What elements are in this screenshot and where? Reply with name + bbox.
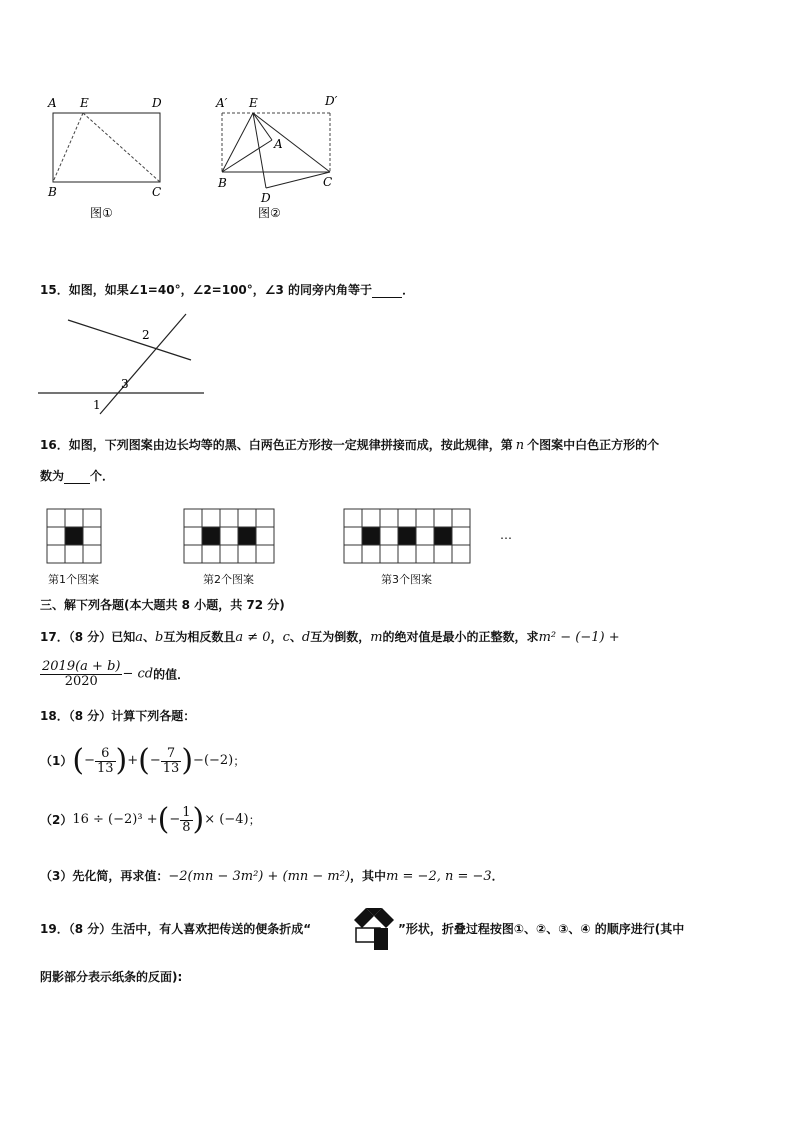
white-square bbox=[47, 527, 65, 545]
question-16-line1 bbox=[40, 437, 659, 454]
label-D: D bbox=[152, 96, 162, 110]
q17-condition: a ≠ 0 bbox=[235, 630, 271, 645]
q18-p2-end: ； bbox=[248, 813, 261, 827]
q17-var-c: c bbox=[282, 630, 290, 645]
q17-expr-tail: − cd bbox=[122, 666, 154, 682]
q16-text2b: 个． bbox=[90, 469, 115, 483]
q18-p3-expr: −2(mn − 3m²) + (mn − m²) bbox=[168, 869, 351, 884]
white-square bbox=[434, 509, 452, 527]
white-square bbox=[202, 545, 220, 563]
q16-text1: 如图，下列图案由边长均等的黑、白两色正方形按一定规律拼接而成，按此规律，第 bbox=[68, 438, 513, 452]
white-square bbox=[380, 545, 398, 563]
white-square bbox=[65, 509, 83, 527]
question-18-header bbox=[40, 708, 195, 724]
q18-p3-mid: ，其中 bbox=[350, 869, 387, 883]
white-square bbox=[47, 545, 65, 563]
white-square bbox=[184, 527, 202, 545]
pattern-ellipsis: … bbox=[500, 528, 512, 542]
q17-frac-denominator: 2020 bbox=[64, 674, 98, 689]
white-square bbox=[256, 545, 274, 563]
black-square bbox=[202, 527, 220, 545]
white-square bbox=[362, 545, 380, 563]
q18-part1: （1）(− $\frac{6}{13}$ )+(− $\frac{7}{13}$ )−(−2)； bbox=[40, 743, 246, 778]
q17-t3: 互为倒数， bbox=[310, 630, 371, 644]
section-3-title: 三、解下列各题(本大题共 8 小题，共 72 分) bbox=[40, 598, 285, 612]
q17-sep2: 、 bbox=[289, 630, 302, 644]
pattern-caption-3: 第3个图案 bbox=[381, 573, 432, 586]
black-square bbox=[434, 527, 452, 545]
label-B2: B bbox=[218, 176, 227, 190]
q16-text2a: 数为 bbox=[40, 469, 65, 483]
q15-end: ． bbox=[402, 283, 415, 297]
q18-p1-label: （1） bbox=[40, 754, 73, 768]
q16-var-n: n bbox=[515, 438, 525, 453]
q17-score: （8 分） bbox=[68, 630, 112, 644]
white-square bbox=[83, 509, 101, 527]
q17-t5: 的值． bbox=[153, 667, 190, 682]
white-square bbox=[398, 545, 416, 563]
white-square bbox=[220, 509, 238, 527]
label-A2: A bbox=[274, 137, 283, 151]
q18-title: 计算下列各题： bbox=[111, 709, 196, 723]
black-square bbox=[238, 527, 256, 545]
angle-label-1: 1 bbox=[93, 398, 101, 412]
q18-p2-label: （2） bbox=[40, 813, 73, 827]
q19-text2: 阴影部分表示纸条的反面): bbox=[40, 970, 183, 984]
q18-p3-label: （3） bbox=[40, 869, 73, 883]
question-19-line1 bbox=[40, 921, 311, 937]
q18-part3 bbox=[40, 868, 504, 885]
white-square bbox=[220, 545, 238, 563]
q16-number: 16． bbox=[40, 438, 69, 452]
black-square bbox=[65, 527, 83, 545]
pattern-caption-1: 第1个图案 bbox=[48, 573, 99, 586]
label-D-prime: D′ bbox=[325, 94, 338, 108]
caption-fig1: 图① bbox=[90, 206, 113, 220]
label-B: B bbox=[48, 185, 57, 199]
white-square bbox=[184, 545, 202, 563]
label-C2: C bbox=[323, 175, 333, 189]
label-E2: E bbox=[249, 96, 258, 110]
q18-part2: （2）16 ÷ (−2)³ +(− $\frac{1}{8}$ )× (−4)； bbox=[40, 802, 261, 837]
folded-note-icon bbox=[352, 906, 396, 952]
white-square bbox=[238, 545, 256, 563]
figure-1 bbox=[47, 96, 162, 220]
white-square bbox=[416, 527, 434, 545]
white-square bbox=[416, 545, 434, 563]
white-square bbox=[452, 527, 470, 545]
angle-label-3: 3 bbox=[121, 377, 129, 391]
black-square bbox=[398, 527, 416, 545]
q18-p2-tail: × (−4) bbox=[204, 812, 249, 827]
question-19-line2 bbox=[40, 969, 182, 985]
label-D2: D bbox=[261, 191, 271, 205]
label-C: C bbox=[152, 185, 162, 199]
q17-t1: 已知 bbox=[111, 630, 136, 644]
q19-number: 19． bbox=[40, 922, 69, 936]
white-square bbox=[452, 545, 470, 563]
white-square bbox=[344, 545, 362, 563]
white-square bbox=[398, 509, 416, 527]
q19-text1: 生活中，有人喜欢把传送的便条折成“ bbox=[111, 922, 312, 936]
question-17-line1 bbox=[40, 629, 620, 646]
white-square bbox=[202, 509, 220, 527]
angle-label-2: 2 bbox=[142, 328, 150, 342]
pattern-caption-2: 第2个图案 bbox=[203, 573, 254, 586]
white-square bbox=[434, 545, 452, 563]
white-square bbox=[344, 509, 362, 527]
q17-t2: 互为相反数且 bbox=[163, 630, 236, 644]
figure-rectangles bbox=[40, 90, 370, 225]
q18-p1-end: ； bbox=[233, 754, 246, 768]
q18-p3-text: 先化简，再求值： bbox=[72, 869, 169, 883]
figure-q16-patterns bbox=[44, 507, 524, 565]
q17-var-b: b bbox=[155, 630, 164, 645]
white-square bbox=[416, 509, 434, 527]
white-square bbox=[452, 509, 470, 527]
q17-comma: ， bbox=[270, 630, 283, 644]
white-square bbox=[256, 509, 274, 527]
white-square bbox=[344, 527, 362, 545]
question-15 bbox=[40, 282, 414, 298]
q18-p1-frac2: $\frac{7}{13}$ bbox=[162, 745, 180, 776]
question-17-line2 bbox=[40, 660, 189, 689]
q17-var-a: a bbox=[135, 630, 144, 645]
q19-score: （8 分） bbox=[68, 922, 112, 936]
q18-score: （8 分） bbox=[68, 709, 112, 723]
q17-expr-head: m² − (−1) + bbox=[538, 630, 620, 645]
white-square bbox=[83, 545, 101, 563]
q18-p2-frac: $\frac{1}{8}$ bbox=[182, 804, 191, 835]
label-A: A bbox=[48, 96, 57, 110]
white-square bbox=[65, 545, 83, 563]
q18-p3-end: ． bbox=[491, 869, 504, 883]
q19-text1b: ”形状，折叠过程按图①、②、③、④ 的顺序进行(其中 bbox=[398, 922, 685, 936]
white-square bbox=[47, 509, 65, 527]
q17-frac-numerator: 2019(a + b) bbox=[42, 659, 121, 674]
white-square bbox=[362, 509, 380, 527]
q17-number: 17． bbox=[40, 630, 69, 644]
q17-var-d: d bbox=[301, 630, 311, 645]
figure-2 bbox=[215, 94, 338, 220]
white-square bbox=[238, 509, 256, 527]
q17-var-m: m bbox=[370, 630, 383, 645]
q18-p1-frac1: $\frac{6}{13}$ bbox=[96, 745, 114, 776]
q16-text1b: 个图案中白色正方形的个 bbox=[527, 438, 660, 452]
q15-answer-blank bbox=[372, 285, 402, 298]
q17-t4: 的绝对值是最小的正整数，求 bbox=[382, 630, 539, 644]
question-19-line1b bbox=[398, 921, 684, 937]
white-square bbox=[220, 527, 238, 545]
label-E: E bbox=[80, 96, 89, 110]
white-square bbox=[184, 509, 202, 527]
white-square bbox=[380, 527, 398, 545]
black-square bbox=[362, 527, 380, 545]
q18-p3-cond: m = −2, n = −3 bbox=[386, 869, 492, 884]
q16-answer-blank bbox=[64, 471, 90, 484]
q15-number: 15． bbox=[40, 283, 69, 297]
label-A-prime: A′ bbox=[216, 96, 228, 110]
q17-fraction bbox=[40, 660, 122, 689]
q18-p1-tail: −(−2) bbox=[193, 753, 234, 768]
caption-fig2: 图② bbox=[258, 206, 281, 220]
q18-p2-head: 16 ÷ (−2)³ + bbox=[72, 812, 158, 827]
q15-text: 如图，如果∠1=40°，∠2=100°，∠3 的同旁内角等于 bbox=[68, 283, 373, 297]
white-square bbox=[256, 527, 274, 545]
figure-q15-lines bbox=[36, 310, 206, 420]
white-square bbox=[380, 509, 398, 527]
q18-number: 18． bbox=[40, 709, 69, 723]
q17-sep: 、 bbox=[143, 630, 156, 644]
question-16-line2 bbox=[40, 468, 114, 484]
white-square bbox=[83, 527, 101, 545]
